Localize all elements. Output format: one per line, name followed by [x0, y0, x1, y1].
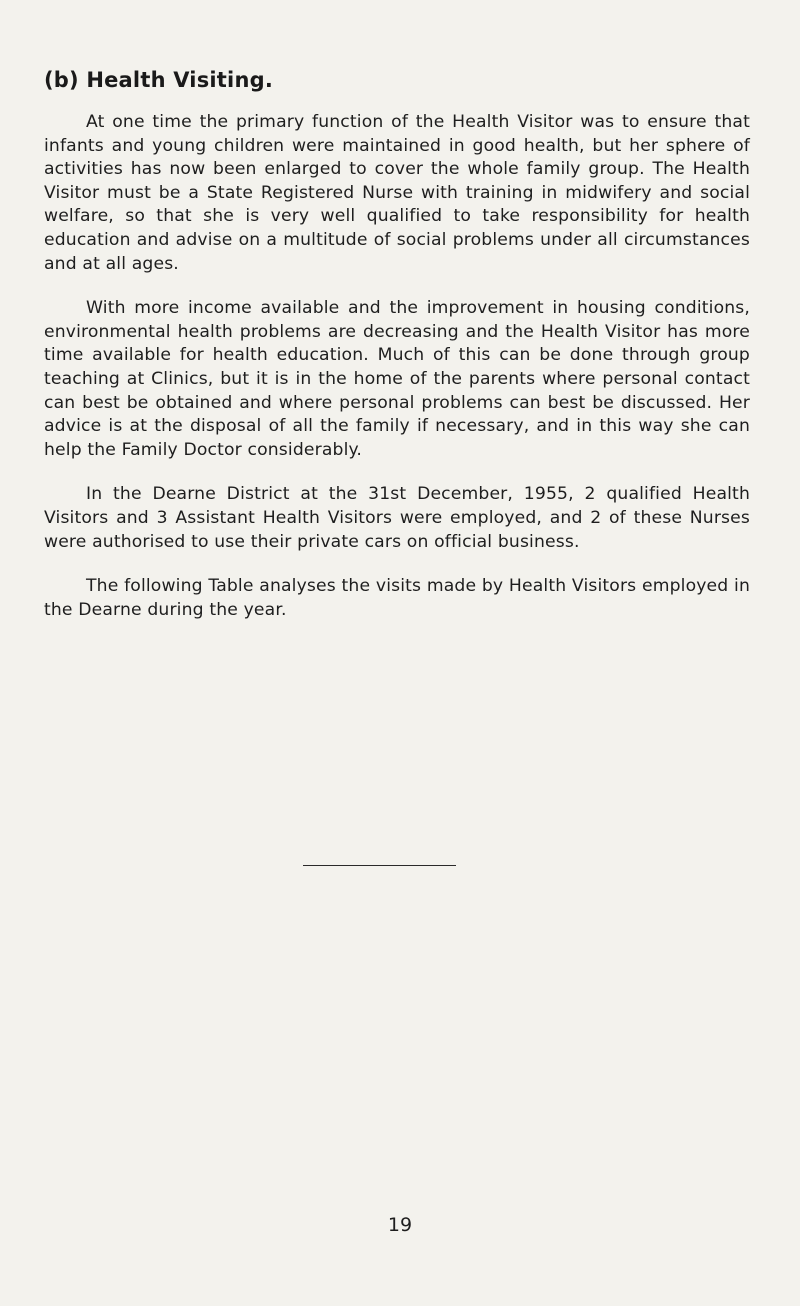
paragraph-health-education: With more income available and the improvement in housing conditions, environmental health problems are decreasing and the Health Visitor has more time available for health education. Much of this can be done through group teaching at Clinics, but it is in the home of the parents where personal contact can best be obtained and where personal problems can best be discussed. Her advice is at the disposal of all the family if necessary, and in this way she can help the Family Doctor considerably.: [44, 298, 750, 460]
paragraph-table-intro: The following Table analyses the visits made by Health Visitors employed in the Dearne during the year.: [44, 576, 750, 620]
page-number: 19: [387, 1214, 413, 1236]
body-text: [44, 111, 750, 643]
section-heading: (b) Health Visiting.: [44, 68, 274, 92]
paragraph-health-visitor-role: At one time the primary function of the Health Visitor was to ensure that infants and young children were maintained in good health, but her sphere of activities has now been enlarged to cover the whole family group. The Health Visitor must be a State Registered Nurse with training in midwifery and social welfare, so that she is very well qualified to take responsibility for health education and advise on a multitude of social problems under all circumstances and at all ages.: [44, 112, 750, 274]
paragraph-staffing: In the Dearne District at the 31st December, 1955, 2 qualified Health Visitors and 3 Assistant Health Visitors were employed, and 2 of these Nurses were authorised to use their private cars on official business.: [44, 484, 750, 552]
section-divider: [303, 865, 456, 866]
